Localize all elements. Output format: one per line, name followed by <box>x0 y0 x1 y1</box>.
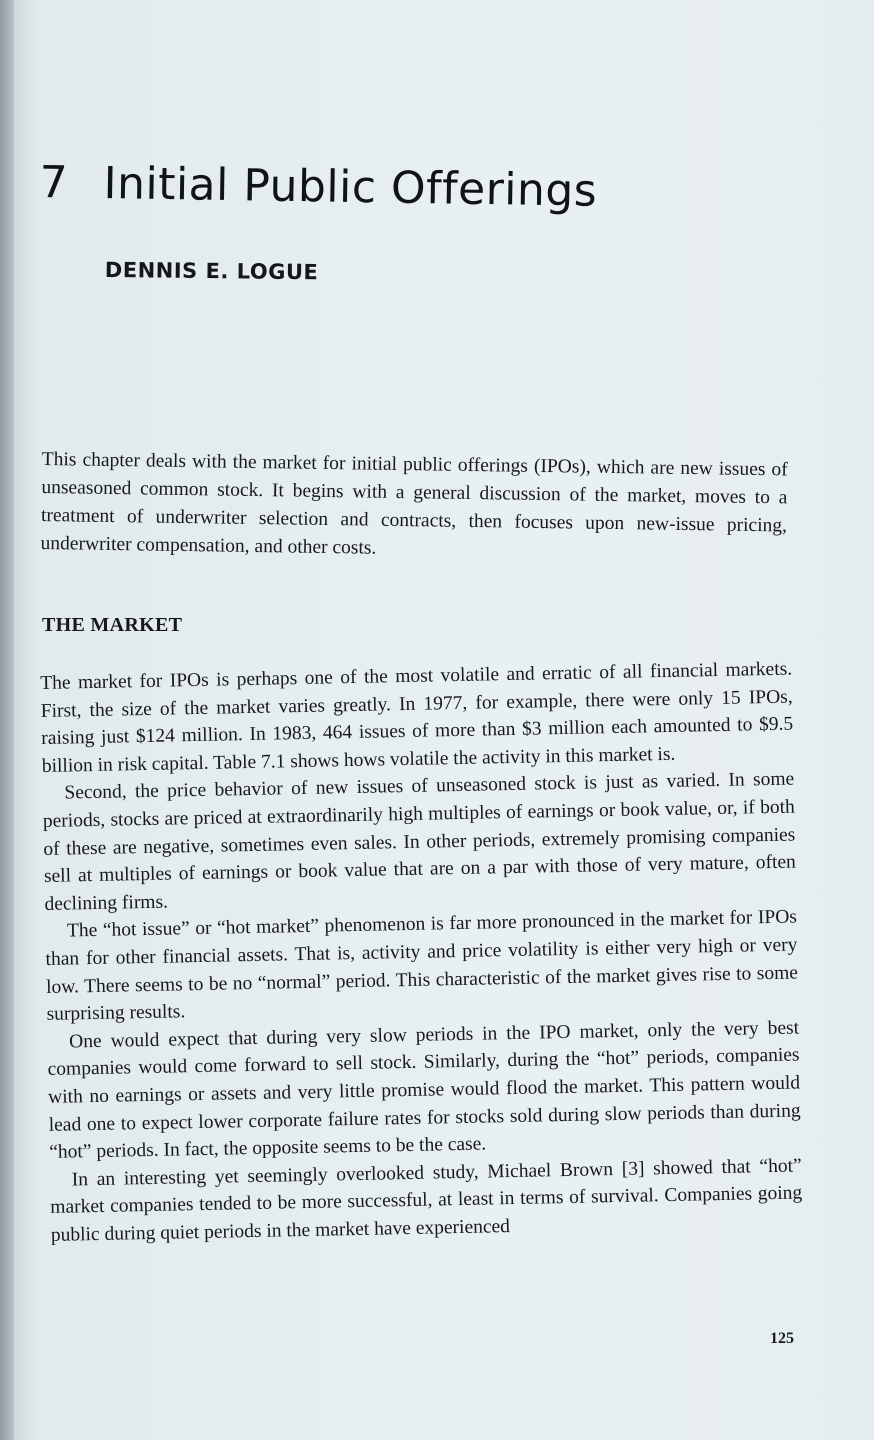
paragraph: In an interesting yet seemingly overlooked study, Michael Brown [3] showed that “hot” market companies tended to be more successful, at least in terms of survival. Companies going public during quiet periods in the market have experienced <box>50 1155 803 1246</box>
section-body <box>40 656 803 1250</box>
page-number: 125 <box>770 1330 794 1347</box>
chapter-title <box>39 157 840 221</box>
section-heading: THE MARKET <box>42 614 183 636</box>
paragraph: One would expect that during very slow periods in the IPO market, only the very best companies would come forward to sell stock. Similarly, during the “hot” periods, companies with no earnings or assets and very little promise would flood the market. This pattern would lead one to expect lower corporate failure rates for stocks sold during slow periods than during “hot” periods. In fact, the opposite seems to be the case. <box>47 1017 801 1164</box>
paragraph: The “hot issue” or “hot market” phenomenon is far more pronounced in the market for IPOs than for other financial assets. That is, activity and price volatility is either very high or very low. There seems to be no “normal” period. This characteristic of the market gives rise to some surprising results. <box>45 906 799 1026</box>
chapter-abstract: This chapter deals with the market for initial public offerings (IPOs), which are new issues of unseasoned common stock. It begins with a general discussion of the market, moves to a treatment of underwriter selection and contracts, then focuses upon new-issue pricing, underwriter compensation, and other costs. <box>40 448 788 559</box>
chapter-number: 7 <box>39 157 69 209</box>
book-gutter <box>0 0 14 1440</box>
chapter-title-text: Initial Public Offerings <box>103 158 598 218</box>
chapter-author: DENNIS E. LOGUE <box>104 258 319 285</box>
paragraph: The market for IPOs is perhaps one of the most volatile and erratic of all financial markets. First, the size of the market varies greatly. In 1977, for example, there were only 15 IPOs, raising just $124 million. In 1983, 464 issues of more than $3 million each amounted to $9.5 billion in risk capital. Table 7.1 shows hows volatile the activity in this market is. <box>40 658 794 777</box>
paragraph: Second, the price behavior of new issues of unseasoned stock is just as varied. In some periods, stocks are priced at extraordinarily high multiples of earnings or book value, or, if both of these are negative, sometimes even sales. In other periods, extremely promising companies sell at multiples of earnings or book value that are on a par with those of very mature, often declining firms. <box>42 768 797 915</box>
